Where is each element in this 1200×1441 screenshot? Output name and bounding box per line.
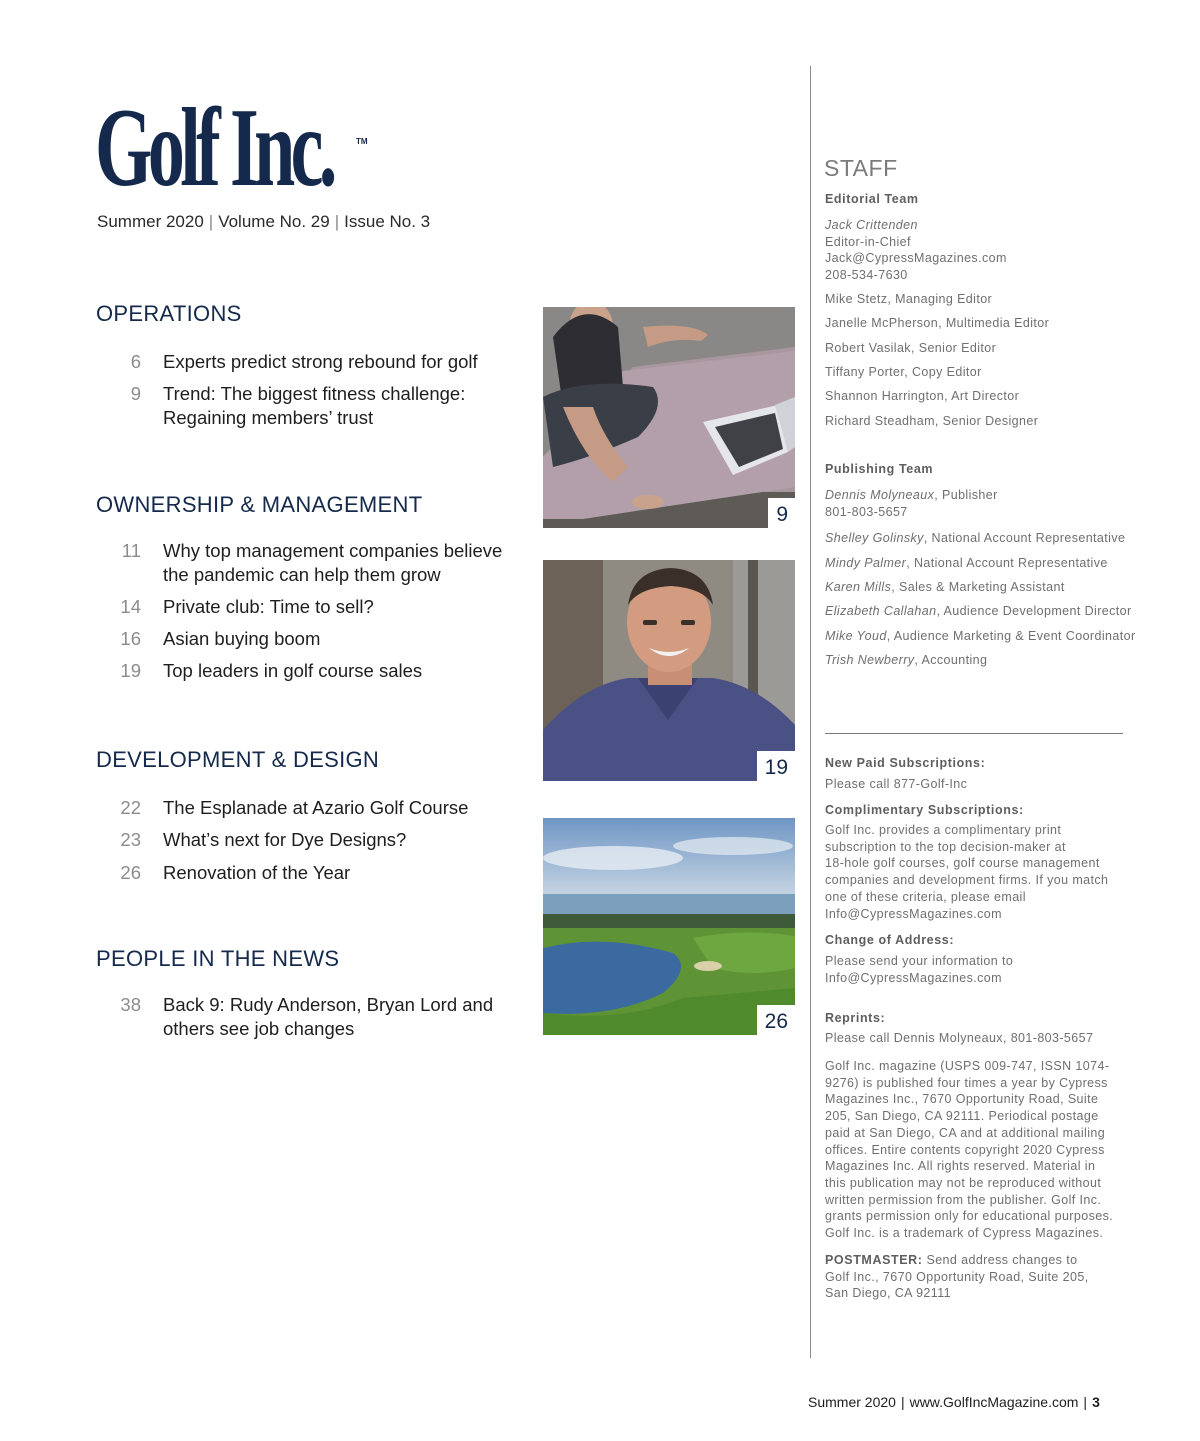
text-line: Golf Inc. magazine (USPS 009-747, ISSN 1074- bbox=[825, 1059, 1110, 1073]
editorial-team-label: Editorial Team bbox=[825, 192, 919, 206]
text-line: paid at San Diego, CA and at additional mailing bbox=[825, 1125, 1106, 1140]
staff-entry: Shannon Harrington, Art Director bbox=[825, 389, 1020, 403]
text-line: Send address changes to bbox=[922, 1253, 1078, 1267]
editor-phone: 208-534-7630 bbox=[825, 268, 908, 283]
toc-item[interactable] bbox=[96, 659, 526, 683]
staff-entry bbox=[825, 603, 1155, 620]
publisher-role: , Publisher bbox=[934, 488, 998, 502]
staff-entry: Richard Steadham, Senior Designer bbox=[825, 414, 1039, 428]
staff-name: Mike Youd bbox=[825, 629, 887, 643]
toc-title: Private club: Time to sell? bbox=[163, 596, 374, 617]
toc-item[interactable] bbox=[96, 828, 526, 852]
text-line: Please send your information to bbox=[825, 954, 1014, 968]
staff-title: STAFF bbox=[824, 155, 898, 181]
section-heading-ownership: OWNERSHIP & MANAGEMENT bbox=[96, 492, 423, 517]
toc-item[interactable] bbox=[96, 993, 516, 1041]
footer-season: Summer 2020 bbox=[808, 1394, 896, 1410]
staff-role: , Audience Development Director bbox=[936, 604, 1132, 618]
staff-role: , National Account Representative bbox=[906, 556, 1108, 570]
text-line: Golf Inc. is a trademark of Cypress Magazines. bbox=[825, 1226, 1104, 1241]
staff-entry: Mike Stetz, Managing Editor bbox=[825, 292, 993, 306]
text-line: 9276) is published four times a year by Cypress bbox=[825, 1075, 1108, 1090]
photo-yoga-laptop[interactable] bbox=[543, 307, 795, 528]
toc-page-number: 22 bbox=[120, 797, 141, 818]
toc-page-number: 9 bbox=[130, 383, 141, 404]
text-line: 205, San Diego, CA 92111. Periodical postage bbox=[825, 1109, 1099, 1124]
staff-name: Mindy Palmer bbox=[825, 556, 907, 570]
text-line: written permission from the publisher. Golf Inc. bbox=[825, 1192, 1102, 1207]
photo-page-badge: 19 bbox=[757, 751, 795, 781]
info-email[interactable]: Info@CypressMagazines.com bbox=[825, 906, 1002, 921]
staff-role: , Sales & Marketing Assistant bbox=[891, 580, 1065, 594]
change-address-label: Change of Address: bbox=[825, 933, 955, 947]
text-line: this publication may not be reproduced without bbox=[825, 1175, 1102, 1190]
text-line: subscription to the top decision-maker at bbox=[825, 839, 1066, 854]
text-line: offices. Entire contents copyright 2020 Cypress bbox=[825, 1142, 1105, 1157]
staff-role: , Accounting bbox=[914, 653, 988, 667]
complimentary-text bbox=[825, 822, 1155, 922]
toc-item[interactable] bbox=[96, 382, 516, 430]
section-heading-development: DEVELOPMENT & DESIGN bbox=[96, 747, 380, 772]
editor-name: Jack Crittenden bbox=[825, 218, 918, 232]
reprints-label: Reprints: bbox=[825, 1011, 886, 1025]
issue-season: Summer 2020 bbox=[97, 212, 204, 231]
section-heading-people: PEOPLE IN THE NEWS bbox=[96, 946, 340, 971]
photo-page-badge: 26 bbox=[757, 1005, 795, 1035]
photo-smiling-man[interactable] bbox=[543, 560, 795, 781]
staff-role: , Audience Marketing & Event Coordinator bbox=[886, 629, 1136, 643]
toc-title: Asian buying boom bbox=[163, 628, 321, 649]
toc-title: Renovation of the Year bbox=[163, 862, 351, 883]
postmaster-text bbox=[825, 1252, 1155, 1302]
publishing-team-label: Publishing Team bbox=[825, 462, 934, 476]
editor-in-chief-block bbox=[825, 217, 1155, 284]
new-paid-text: Please call 877-Golf-Inc bbox=[825, 777, 968, 791]
toc-page-number: 19 bbox=[120, 660, 141, 681]
text-line: Magazines Inc. All rights reserved. Material in bbox=[825, 1159, 1096, 1174]
toc-page-number: 14 bbox=[120, 596, 141, 617]
toc-item[interactable] bbox=[96, 861, 526, 885]
complimentary-label: Complimentary Subscriptions: bbox=[825, 803, 1024, 817]
toc-title: What’s next for Dye Designs? bbox=[163, 829, 407, 850]
new-paid-label: New Paid Subscriptions: bbox=[825, 756, 986, 770]
golf-course-image bbox=[543, 818, 795, 1035]
text-line: Golf Inc., 7670 Opportunity Road, Suite 205, bbox=[825, 1269, 1089, 1284]
text-line: Golf Inc. provides a complimentary print bbox=[825, 823, 1062, 837]
photo-golf-course[interactable] bbox=[543, 818, 795, 1035]
staff-entry bbox=[825, 555, 1155, 572]
toc-title: Experts predict strong rebound for golf bbox=[163, 351, 478, 372]
editor-role: Editor-in-Chief bbox=[825, 234, 911, 249]
page-number: 3 bbox=[1092, 1394, 1100, 1410]
toc-page-number: 6 bbox=[130, 351, 141, 372]
staff-name: Elizabeth Callahan bbox=[825, 604, 937, 618]
toc-page-number: 26 bbox=[120, 862, 141, 883]
toc-page-number: 23 bbox=[120, 829, 141, 850]
staff-entry: Robert Vasilak, Senior Editor bbox=[825, 341, 997, 355]
staff-entry bbox=[825, 530, 1155, 547]
info-email[interactable]: Info@CypressMagazines.com bbox=[825, 970, 1002, 985]
staff-entry bbox=[825, 579, 1155, 596]
toc-item[interactable] bbox=[96, 595, 526, 619]
staff-name: Shelley Golinsky bbox=[825, 531, 924, 545]
footer-website-link[interactable]: www.GolfIncMagazine.com bbox=[909, 1394, 1079, 1410]
photo-page-badge: 9 bbox=[768, 498, 795, 528]
issue-info: Summer 2020 | Volume No. 29 | Issue No. 3 bbox=[97, 212, 431, 231]
toc-page-number: 11 bbox=[121, 540, 141, 561]
issue-volume: Volume No. 29 bbox=[218, 212, 330, 231]
text-line: Magazines Inc., 7670 Opportunity Road, Suite bbox=[825, 1092, 1099, 1107]
text-line: grants permission only for educational purposes. bbox=[825, 1209, 1114, 1224]
reprints-text: Please call Dennis Molyneaux, 801-803-5657 bbox=[825, 1031, 1094, 1045]
staff-divider bbox=[825, 733, 1123, 734]
toc-title: Top leaders in golf course sales bbox=[163, 660, 423, 681]
change-address-text bbox=[825, 953, 1155, 986]
toc-title: Trend: The biggest fitness challenge: Regaining members’ trust bbox=[163, 383, 466, 428]
text-line: companies and development firms. If you match bbox=[825, 873, 1109, 888]
staff-entry: Janelle McPherson, Multimedia Editor bbox=[825, 316, 1050, 330]
toc-item[interactable] bbox=[96, 539, 526, 587]
staff-name: Karen Mills bbox=[825, 580, 892, 594]
staff-entry: Tiffany Porter, Copy Editor bbox=[825, 365, 982, 379]
postmaster-label: POSTMASTER: bbox=[825, 1253, 923, 1267]
staff-entry bbox=[825, 652, 1155, 669]
yoga-laptop-image bbox=[543, 307, 795, 528]
publisher-phone: 801-803-5657 bbox=[825, 504, 908, 519]
section-heading-operations: OPERATIONS bbox=[96, 301, 242, 326]
toc-item[interactable] bbox=[96, 627, 526, 651]
toc-title: Why top management companies believe the pandemic can help them grow bbox=[163, 540, 503, 585]
toc-title: Back 9: Rudy Anderson, Bryan Lord and others see job changes bbox=[163, 994, 494, 1039]
staff-name: Trish Newberry bbox=[825, 653, 915, 667]
column-divider bbox=[810, 66, 811, 1358]
toc-item[interactable] bbox=[96, 350, 526, 374]
staff-role: , National Account Representative bbox=[923, 531, 1126, 545]
text-line: San Diego, CA 92111 bbox=[825, 1286, 951, 1301]
publisher-name: Dennis Molyneaux bbox=[825, 488, 935, 502]
trademark-symbol: TM bbox=[356, 137, 368, 146]
toc-item[interactable] bbox=[96, 796, 526, 820]
issue-number: Issue No. 3 bbox=[344, 212, 431, 231]
smiling-man-image bbox=[543, 560, 795, 781]
magazine-logo: Golf Inc. bbox=[95, 86, 333, 210]
page-footer: Summer 2020 | www.GolfIncMagazine.com | 3 bbox=[808, 1394, 1100, 1410]
staff-entry bbox=[825, 628, 1155, 645]
toc-page-number: 16 bbox=[120, 628, 141, 649]
publisher-block bbox=[825, 487, 1155, 520]
toc-title: The Esplanade at Azario Golf Course bbox=[163, 797, 469, 818]
toc-page-number: 38 bbox=[120, 994, 141, 1015]
text-line: 18-hole golf courses, golf course management bbox=[825, 856, 1100, 871]
text-line: one of these criteria, please email bbox=[825, 889, 1026, 904]
legal-text bbox=[825, 1058, 1155, 1242]
editor-email[interactable]: Jack@CypressMagazines.com bbox=[825, 251, 1007, 266]
